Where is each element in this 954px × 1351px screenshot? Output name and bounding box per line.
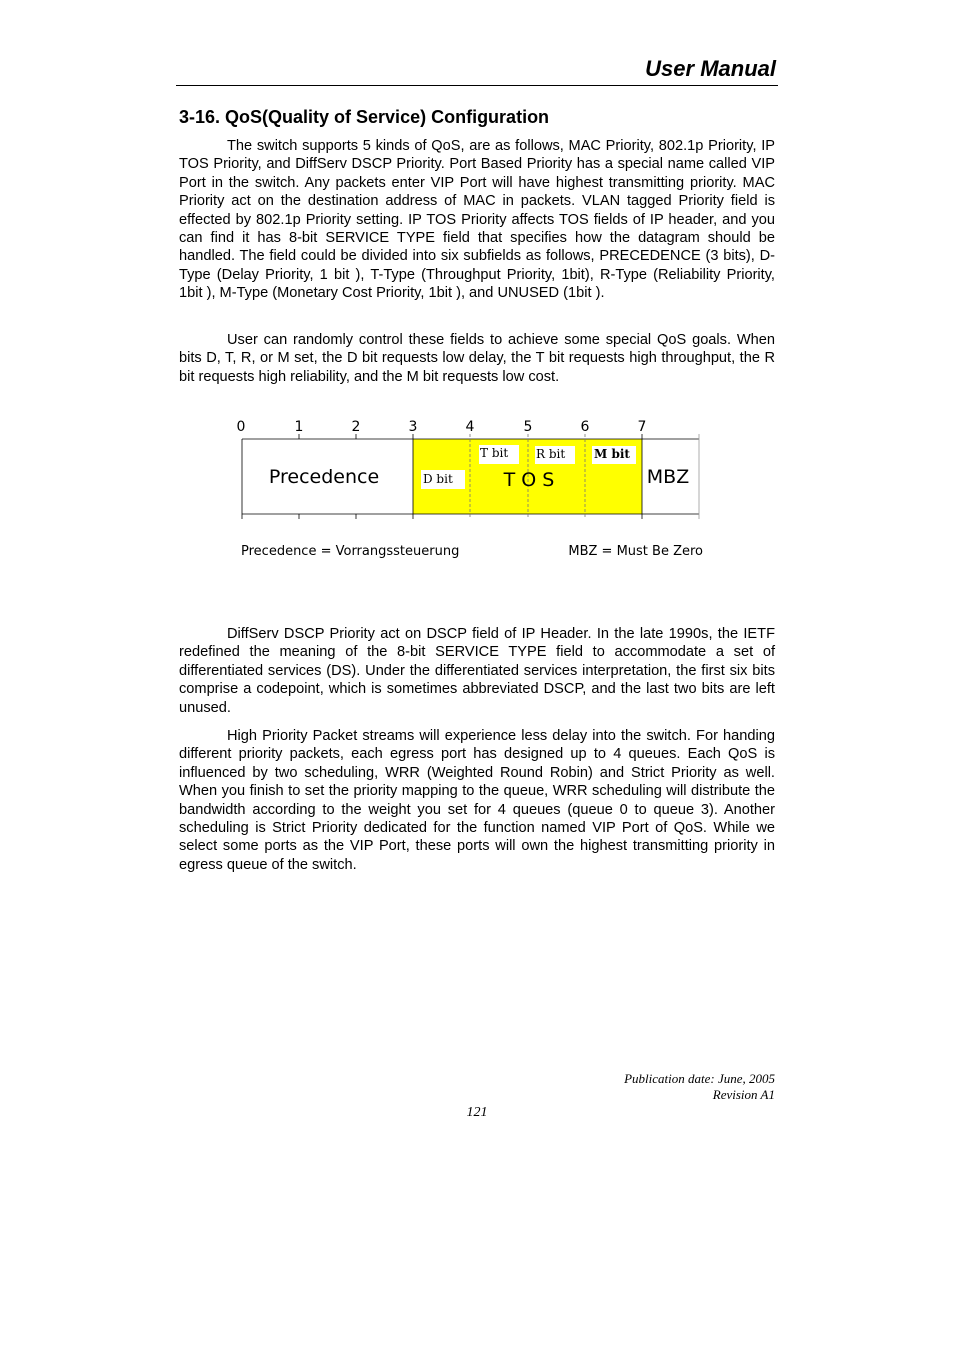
bit-number-0: 0 (236, 419, 246, 435)
bit-number-4: 4 (465, 419, 475, 435)
publication-date: Publication date: June, 2005 (624, 1071, 775, 1086)
mbz-label: MBZ (646, 466, 690, 488)
tos-diagram-svg (230, 412, 720, 567)
bit-number-5: 5 (523, 419, 533, 435)
revision: Revision A1 (712, 1087, 775, 1102)
header-rule (176, 85, 778, 86)
bit-number-3: 3 (408, 419, 418, 435)
d-bit-label: D bit (423, 472, 453, 486)
precedence-label: Precedence (268, 466, 380, 488)
legend-mbz: MBZ = Must Be Zero (568, 544, 703, 559)
tos-label: T O S (503, 469, 555, 491)
bit-number-6: 6 (580, 419, 590, 435)
page-number: 121 (466, 1105, 488, 1120)
bit-number-7: 7 (637, 419, 647, 435)
paragraph-qos-kinds: The switch supports 5 kinds of QoS, are as follows, MAC Priority, 802.1p Priority, IP TOS Priority, and DiffServ DSCP Priority. Port Based Priority has a special name called VIP Port in the switch. Any packets enter VIP Port will have highest transmitting priority. MAC Priority act on the destination address of MAC in packets. VLAN tagged Priority field is effected by 802.1p Priority setting. IP TOS Priority affects TOS fields of IP header, and you can find it has 8-bit SERVICE TYPE field that specifies how the datagram should be handled. The field could be divided into six subfields as follows, PRECEDENCE (3 bits), D-Type (Delay Priority, 1 bit ), T-Type (Throughput Priority, 1bit), R-Type (Reliability Priority, 1bit ), M-Type (Monetary Cost Priority, 1bit ), and UNUSED (1bit ). (179, 138, 775, 302)
r-bit-label: R bit (536, 447, 566, 461)
section-heading: 3-16. QoS(Quality of Service) Configuration (179, 107, 550, 127)
t-bit-label: T bit (480, 446, 509, 460)
paragraph-diffserv: DiffServ DSCP Priority act on DSCP field of IP Header. In the late 1990s, the IETF redefined the meaning of the 8-bit SERVICE TYPE field to accommodate a set of differentiated services (DS). Under the differentiated services interpretation, the first six bits comprise a codepoint, which is sometimes abbreviated DSCP, and the last two bits are left unused. (179, 626, 775, 716)
m-bit-label: M bit (594, 447, 630, 461)
legend-precedence: Precedence = Vorrangssteuerung (241, 544, 460, 559)
footer-publication-info (560, 1071, 775, 1103)
paragraph-scheduling: High Priority Packet streams will experience less delay into the switch. For handing different priority packets, each egress port has designed up to 4 queues. Each QoS is influenced by two scheduling, WRR (Weighted Round Robin) and Strict Priority as well. When you finish to set the priority mapping to the queue, WRR scheduling will distribute the bandwidth according to the weight you set for 4 queues (queue 0 to queue 3). Another scheduling is Strict Priority dedicated for the function named VIP Port of QoS. While we select some ports as the VIP Port, these ports will own the highest transmitting priority in egress queue of the switch. (179, 728, 775, 873)
bit-number-2: 2 (351, 419, 361, 435)
paragraph-tos-bits: User can randomly control these fields to achieve some special QoS goals. When bits D, T, R, or M set, the D bit requests low delay, the T bit requests high throughput, the R bit requests high reliability, and the M bit requests low cost. (179, 332, 775, 385)
page-header-title: User Manual (645, 56, 776, 81)
tos-field-diagram (230, 412, 720, 572)
bit-number-1: 1 (294, 419, 304, 435)
